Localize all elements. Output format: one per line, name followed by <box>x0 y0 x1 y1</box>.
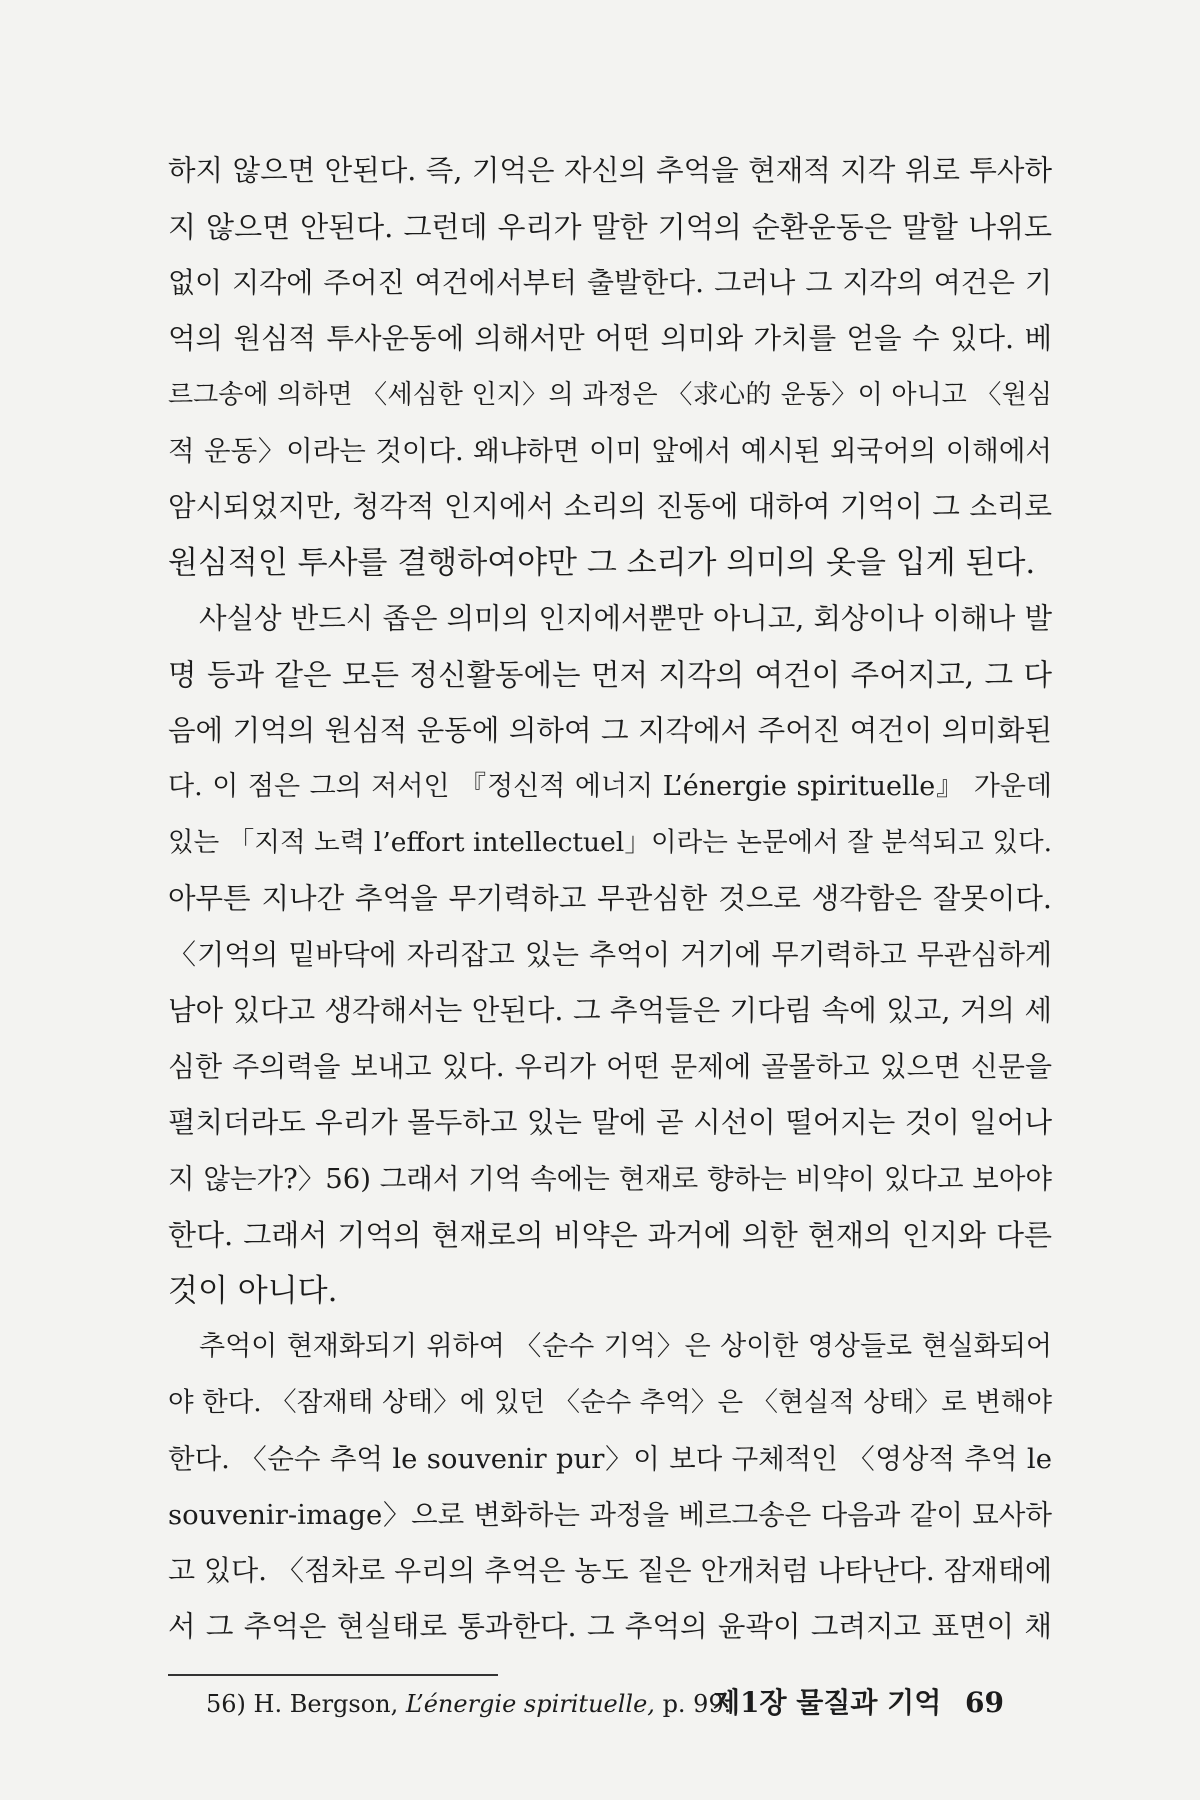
page-footer <box>713 1681 1004 1721</box>
text-line: 있는 「지적 노력 l’effort intellectuel」이라는 논문에서 잘 분석되고 있다. <box>168 827 1052 858</box>
text-line: 음에 기억의 원심적 운동에 의하여 그 지각에서 주어진 여건이 의미화된 <box>168 714 1052 747</box>
text-line: 서 그 추억은 현실태로 통과한다. 그 추억의 윤곽이 그려지고 표면이 채 <box>168 1610 1052 1643</box>
text-line: 추억이 현재화되기 위하여 〈순수 기억〉은 상이한 영상들로 현실화되어 <box>199 1331 1052 1362</box>
text-line: 고 있다. 〈점차로 우리의 추억은 농도 짙은 안개처럼 나타난다. 잠재태에 <box>168 1554 1052 1587</box>
text-line: 적 운동〉이라는 것이다. 왜냐하면 이미 앞에서 예시된 외국어의 이해에서 <box>168 435 1052 467</box>
text-line: 지 않는가?〉56) 그래서 기억 속에는 현재로 향하는 비약이 있다고 보아야 <box>168 1163 1052 1195</box>
text-line: 사실상 반드시 좁은 의미의 인지에서뿐만 아니고, 회상이나 이해나 발 <box>199 602 1052 635</box>
text-line: 르그송에 의하면 〈세심한 인지〉의 과정은 〈求心的 운동〉이 아니고 〈원심 <box>168 380 1052 410</box>
paragraph-1 <box>168 148 1052 596</box>
text-line: 억의 원심적 투사운동에 의해서만 어떤 의미와 가치를 얻을 수 있다. 베 <box>168 322 1052 355</box>
page-number: 69 <box>965 1686 1004 1719</box>
footnote-author: H. Bergson, <box>253 1690 399 1718</box>
text-line: 아무튼 지나간 추억을 무기력하고 무관심한 것으로 생각함은 잘못이다. <box>168 882 1052 915</box>
text-line: 없이 지각에 주어진 여건에서부터 출발한다. 그러나 그 지각의 여건은 기 <box>168 266 1052 299</box>
text-line: 하지 않으면 안된다. 즉, 기억은 자신의 추억을 현재적 지각 위로 투사하 <box>168 154 1052 187</box>
text-line: souvenir-image〉으로 변화하는 과정을 베르그송은 다음과 같이 묘사하 <box>168 1499 1052 1531</box>
text-line: 암시되었지만, 청각적 인지에서 소리의 진동에 대하여 기억이 그 소리로 <box>168 490 1052 523</box>
text-line: 펼치더라도 우리가 몰두하고 있는 말에 곧 시선이 떨어지는 것이 일어나 <box>168 1106 1052 1139</box>
text-line: 야 한다. 〈잠재태 상태〉에 있던 〈순수 추억〉은 〈현실적 상태〉로 변해야 <box>168 1387 1052 1418</box>
text-line: 〈기억의 밑바닥에 자리잡고 있는 추억이 거기에 무기력하고 무관심하게 <box>168 938 1052 971</box>
footnote-work-title: L’énergie spirituelle, <box>405 1690 655 1718</box>
text-line: 다. 이 점은 그의 저서인 『정신적 에너지 L’énergie spirituelle』 가운데 <box>168 771 1052 802</box>
chapter-title: 제1장 물질과 기억 <box>712 1686 942 1719</box>
text-line: 남아 있다고 생각해서는 안된다. 그 추억들은 기다림 속에 있고, 거의 세 <box>168 994 1052 1027</box>
text-line: 것이 아니다. <box>168 1273 338 1309</box>
text-line: 원심적인 투사를 결행하여야만 그 소리가 의미의 옷을 입게 된다. <box>168 545 1036 581</box>
paragraph-3 <box>168 1324 1052 1660</box>
text-line: 명 등과 같은 모든 정신활동에는 먼저 지각의 여건이 주어지고, 그 다 <box>168 658 1052 692</box>
paragraph-2 <box>168 596 1052 1324</box>
footnote-page: p. 99. <box>662 1690 732 1718</box>
text-line: 한다. 〈순수 추억 le souvenir pur〉이 보다 구체적인 〈영상적 추억 le <box>168 1443 1052 1475</box>
body-text <box>168 148 1052 1722</box>
text-line: 한다. 그래서 기억의 현재로의 비약은 과거에 의한 현재의 인지와 다른 <box>168 1218 1052 1252</box>
text-line: 지 않으면 안된다. 그런데 우리가 말한 기억의 순환운동은 말할 나위도 <box>168 210 1052 244</box>
footnote-divider <box>168 1674 498 1676</box>
text-line: 심한 주의력을 보내고 있다. 우리가 어떤 문제에 골몰하고 있으면 신문을 <box>168 1050 1052 1083</box>
footnote-number: 56) <box>206 1690 246 1718</box>
